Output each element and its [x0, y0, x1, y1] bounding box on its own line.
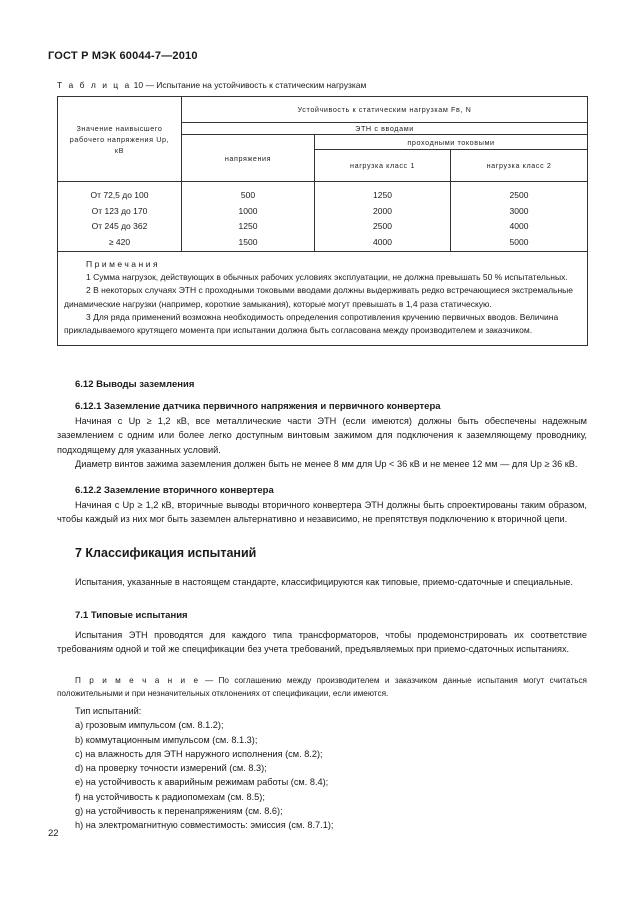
paragraph: Испытания, указанные в настоящем стандарте, классифицируются как типовые, приемо-сдаточные и специальные. — [75, 577, 573, 587]
table-notes — [58, 252, 588, 346]
list-item: a) грозовым импульсом (см. 8.1.2); — [75, 720, 224, 731]
cell-value: 4000 — [373, 236, 392, 247]
header-voltage: Значение наивысшего рабочего напряжения Uр, кВ — [58, 97, 182, 182]
note-3: 3 Для ряда применений возможна необходимость определения сопротивления кручению первичных вводов. Величина прикладываемого крутящего момента при испытании должна быть согласована между производителем и заказчиком. — [64, 311, 559, 336]
table-caption-prefix: Т а б л и ц а — [57, 80, 132, 90]
note-2: 2 В некоторых случаях ЭТН с проходными токовыми вводами должны выдерживать редко встречающиеся экстремальные динамические нагрузки (например, короткие замыкания), которые могут превышать в 1,4 раза статическую. — [64, 285, 573, 309]
cell-value: 3000 — [509, 205, 529, 216]
notes-title: Примечания — [86, 259, 161, 269]
col-voltage — [58, 182, 182, 252]
col-class2 — [451, 182, 588, 252]
list-item: c) на влажность для ЭТН наружного исполнения (см. 8.2); — [75, 748, 323, 759]
cell-value: 1250 — [238, 221, 258, 231]
note — [57, 675, 587, 700]
list-item: g) на устойчивость к перенапряжениям (см. 8.6); — [75, 806, 283, 817]
list-item: e) на устойчивость к аварийным режимам работы (см. 8.4); — [75, 777, 329, 788]
cell-voltage: От 245 до 362 — [91, 221, 148, 231]
table-body-row — [58, 182, 588, 252]
cell-value: 1500 — [238, 236, 258, 247]
cell-voltage: От 123 до 170 — [91, 205, 148, 216]
section-6-12 — [75, 378, 587, 415]
cell-value: 2500 — [509, 190, 529, 200]
section-title: 6.12 Выводы заземления — [75, 379, 195, 390]
page-number: 22 — [48, 828, 59, 839]
cell-voltage: От 72,5 до 100 — [90, 190, 149, 200]
stability-table — [57, 96, 588, 346]
header-etn-inputs: ЭТН с вводами — [182, 123, 588, 135]
header-load-class2: нагрузка класс 2 — [451, 150, 588, 182]
col-class1 — [315, 182, 451, 252]
subsection-title: 6.12.1 Заземление датчика первичного напряжения и первичного конвертера — [75, 401, 441, 413]
header-current-passthrough: проходными токовыми — [315, 135, 588, 150]
section-title: 7 Классификация испытаний — [75, 546, 257, 560]
document-header: ГОСТ Р МЭК 60044-7—2010 — [48, 50, 198, 62]
list-item: h) на электромагнитную совместимость: эмиссия (см. 8.7.1); — [75, 820, 334, 831]
note-text: — По соглашению между производителем и заказчиком данные испытания могут считаться положительными и при незначительных отклонениях от спецификации, если имеются. — [57, 676, 587, 698]
cell-value: 500 — [240, 190, 256, 200]
paragraph: Диаметр винтов зажима заземления должен быть не менее 8 мм для Uр < 36 кВ и не менее 12 мм — для Uр ≥ 36 кВ. — [75, 459, 578, 469]
paragraph: Испытания ЭТН проводятся для каждого типа трансформаторов, чтобы продемонстрировать их соответствие требованиям одной и той же спецификации без учета требований, предъявляемых при приемо-сдаточных испытаниях. — [57, 630, 587, 655]
note-label: П р и м е ч а н и е — [75, 676, 200, 685]
paragraph: Начиная с Uр ≥ 1,2 кВ, вторичные выводы вторичного конвертера ЭТН должны быть спроектированы таким образом, чтобы каждый из них мог быть заземлен альтернативно и независимо, не препятствуя подключению к вторичной цепи. — [57, 500, 587, 525]
cell-value: 2000 — [373, 205, 392, 216]
subsection-title: 6.12.2 Заземление вторичного конвертера — [75, 485, 274, 496]
header-stability: Устойчивость к статическим нагрузкам Fв, N — [182, 97, 588, 123]
table-caption-text: 10 — Испытание на устойчивость к статическим нагрузкам — [131, 80, 367, 90]
subsection-title: 7.1 Типовые испытания — [75, 610, 188, 621]
list-item: f) на устойчивость к радиопомехам (см. 8.5); — [75, 791, 265, 802]
header-load-class1: нагрузка класс 1 — [315, 150, 451, 182]
table-caption — [57, 80, 366, 90]
cell-value: 2500 — [373, 221, 392, 231]
test-types-list — [75, 704, 587, 833]
header-voltage-inputs: напряжения — [182, 135, 315, 182]
cell-value: 1250 — [373, 190, 392, 200]
note-1: 1 Сумма нагрузок, действующих в обычных рабочих условиях эксплуатации, не должна превышать 50 % испытательных. — [86, 272, 568, 283]
cell-value: 5000 — [509, 236, 529, 247]
cell-voltage: ≥ 420 — [108, 236, 131, 247]
list-item: b) коммутационным импульсом (см. 8.1.3); — [75, 734, 258, 745]
table-notes-row — [58, 252, 588, 346]
col-voltage-inputs — [182, 182, 315, 252]
cell-value: 1000 — [238, 205, 258, 216]
list-item: d) на проверку точности измерений (см. 8.3); — [75, 763, 267, 774]
cell-value: 4000 — [509, 221, 529, 231]
paragraph: Начиная с Uр ≥ 1,2 кВ, все металлические части ЭТН (если имеются) должны быть обеспечены надежным заземлением с одним или более легко доступным винтовым зажимом для подключения к заземляющему проводнику, подходящему для указанных условий. — [57, 416, 587, 455]
list-intro: Тип испытаний: — [75, 706, 142, 716]
